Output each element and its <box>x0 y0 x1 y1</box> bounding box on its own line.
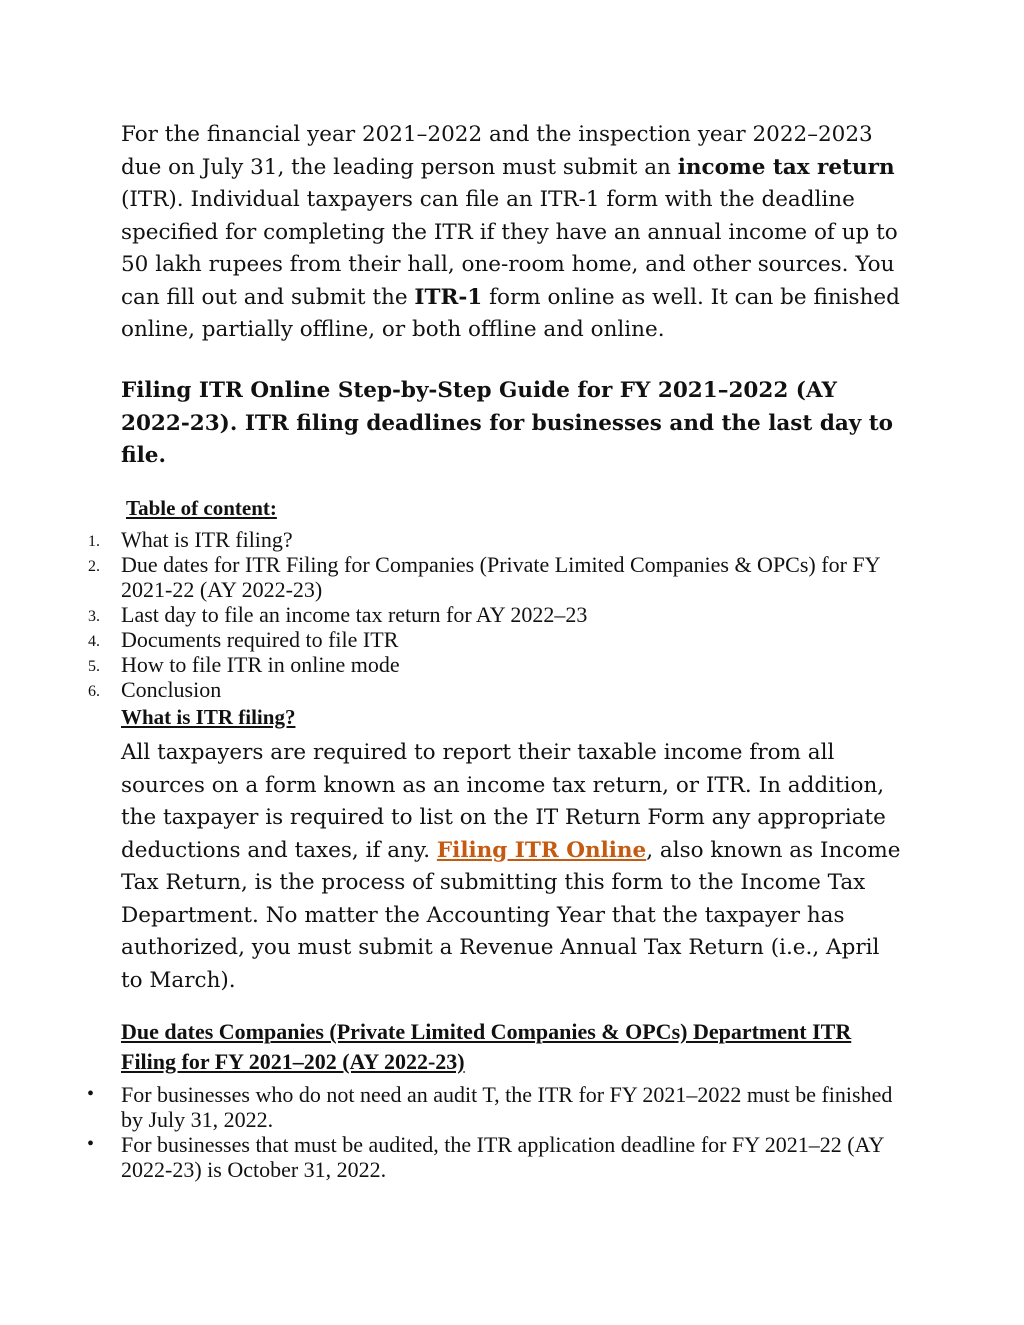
intro-text-2: (ITR). Individual taxpayers can file an ITR-1 form with the deadline specified for completing the ITR if they have an annual income of up to 50 lakh rupees from their hall, one-room home, and other sources. You can fill out and submit the <box>121 187 898 310</box>
intro-text-1: For the financial year 2021–2022 and the inspection year 2022–2023 due on July 31, the leading person must submit an <box>121 122 873 180</box>
due-dates-list <box>0 1082 900 1182</box>
toc-item-number: 6. <box>88 683 100 700</box>
list-item <box>0 1082 900 1132</box>
toc-item <box>0 602 900 627</box>
section-paragraph-what-is-itr <box>121 737 901 997</box>
toc-item-text: Due dates for ITR Filing for Companies (Private Limited Companies & OPCs) for FY 2021-22 (AY 2022-23) <box>121 552 880 602</box>
list-item <box>0 1132 900 1182</box>
toc-item-text: How to file ITR in online mode <box>121 652 400 677</box>
intro-text-3: form online as well. It can be finished online, partially offline, or both offline and online. <box>121 284 900 342</box>
toc-title: Table of content: <box>126 496 277 520</box>
toc-item-text: What is ITR filing? <box>121 527 293 552</box>
section-heading-due-dates: Due dates Companies (Private Limited Companies & OPCs) Department ITR Filing for FY 2021–202 (AY 2022-23) <box>121 1019 852 1074</box>
toc-list <box>0 527 900 702</box>
bullet-icon: • <box>87 1083 95 1105</box>
toc-item <box>0 677 900 702</box>
list-item-text: For businesses that must be audited, the ITR application deadline for FY 2021–22 (AY 2022-23) is October 31, 2022. <box>121 1132 884 1182</box>
section1-text-1: All taxpayers are required to report their taxable income from all sources on a form known as an income tax return, or ITR. In addition, the taxpayer is required to list on the IT Return Form any appropriate deductions and taxes, if any. <box>121 740 886 863</box>
toc-item-number: 4. <box>88 633 100 650</box>
filing-itr-online-link[interactable]: Filing ITR Online <box>436 837 647 863</box>
bullet-icon: • <box>87 1133 95 1155</box>
toc-item-number: 3. <box>88 608 100 625</box>
toc-item-number: 2. <box>88 558 100 575</box>
toc-item-text: Conclusion <box>121 677 222 702</box>
toc-item-text: Last day to file an income tax return for AY 2022–23 <box>121 602 588 627</box>
section1-text-2: , also known as Income Tax Return, is the process of submitting this form to the Income Tax Department. No matter the Accounting Year that the taxpayer has authorized, you must submit a Revenue Annual Tax Return (i.e., April to March). <box>121 837 901 993</box>
toc-item <box>0 552 900 602</box>
toc-item-number: 5. <box>88 658 100 675</box>
toc-item <box>0 527 900 552</box>
list-item-text: For businesses who do not need an audit T, the ITR for FY 2021–2022 must be finished by July 31, 2022. <box>121 1082 893 1132</box>
intro-bold-income-tax-return: income tax return <box>677 154 895 180</box>
guide-heading: Filing ITR Online Step-by-Step Guide for FY 2021–2022 (AY 2022-23). ITR filing deadlines for businesses and the last day to file. <box>121 378 894 468</box>
section-heading-what-is-itr: What is ITR filing? <box>121 705 296 729</box>
toc-item <box>0 627 900 652</box>
toc-item <box>0 652 900 677</box>
toc-item-number: 1. <box>88 533 100 550</box>
intro-paragraph <box>121 119 901 347</box>
toc-item-text: Documents required to file ITR <box>121 627 399 652</box>
intro-bold-itr1: ITR-1 <box>414 284 483 310</box>
